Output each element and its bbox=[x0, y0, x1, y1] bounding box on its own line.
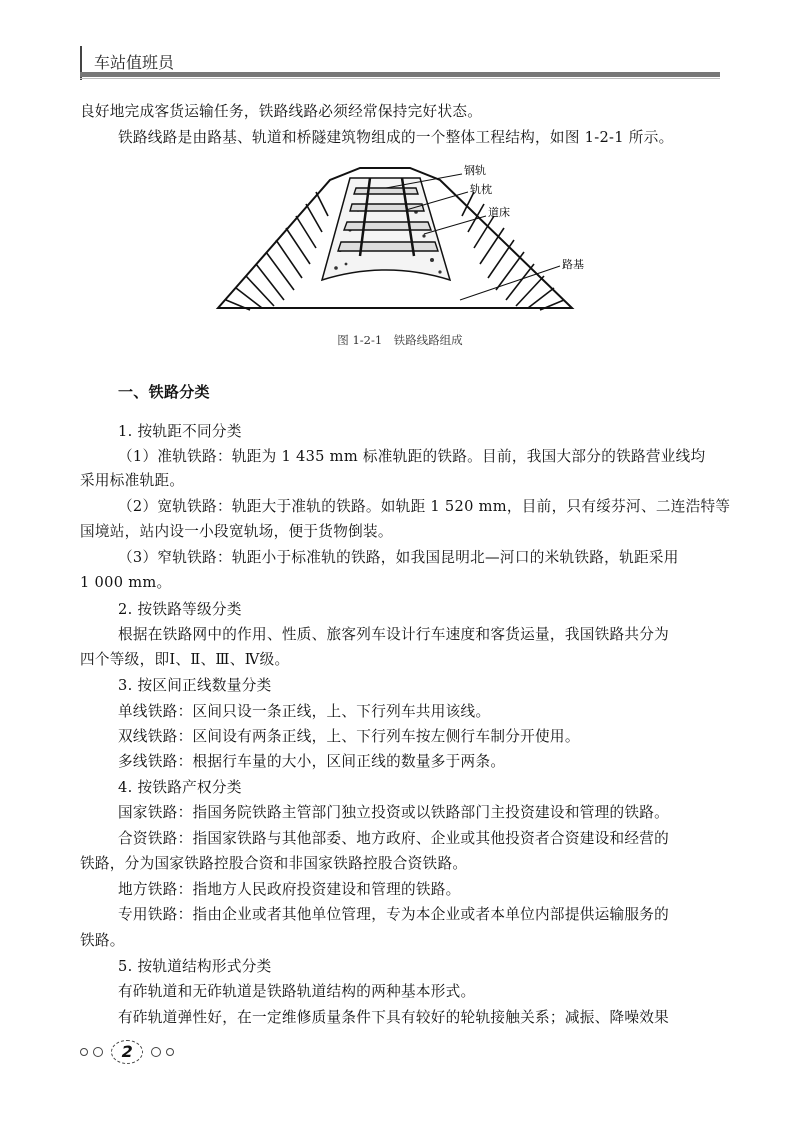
text-line: 铁路。 bbox=[80, 932, 125, 949]
text-line: 四个等级，即Ⅰ、Ⅱ、Ⅲ、Ⅳ级。 bbox=[80, 651, 290, 668]
text-line: 采用标准轨距。 bbox=[80, 472, 185, 489]
footer-dot-icon bbox=[151, 1047, 161, 1057]
text-line: （3）窄轨铁路：轨距小于标准轨的铁路，如我国昆明北—河口的米轨铁路，轨距采用 bbox=[118, 549, 679, 566]
text-line: 国家铁路：指国务院铁路主管部门独立投资或以铁路部门主投资建设和管理的铁路。 bbox=[118, 804, 670, 821]
text-line: 合资铁路：指国家铁路与其他部委、地方政府、企业或其他投资者合资建设和经营的 bbox=[118, 830, 670, 847]
header-rule bbox=[80, 72, 720, 77]
subsection-title: 1. 按轨距不同分类 bbox=[118, 423, 242, 440]
footer-dot-icon bbox=[166, 1048, 174, 1056]
text-line: 有砟轨道弹性好，在一定维修质量条件下具有较好的轮轨接触关系；减振、降噪效果 bbox=[118, 1009, 670, 1026]
subsection-title: 2. 按铁路等级分类 bbox=[118, 601, 242, 618]
text-line: （1）准轨铁路：轨距为 1 435 mm 标准轨距的铁路。目前，我国大部分的铁路营业线均 bbox=[118, 448, 706, 465]
label-sleeper: 轨枕 bbox=[470, 184, 492, 196]
text-line: 铁路，分为国家铁路控股合资和非国家铁路控股合资铁路。 bbox=[80, 855, 468, 872]
label-ballast: 道床 bbox=[488, 207, 510, 219]
text-line: 铁路线路是由路基、轨道和桥隧建筑物组成的一个整体工程结构，如图 1-2-1 所示。 bbox=[118, 129, 674, 146]
text-line: 专用铁路：指由企业或者其他单位管理，专为本企业或者本单位内部提供运输服务的 bbox=[118, 906, 670, 923]
text-line: 地方铁路：指地方人民政府投资建设和管理的铁路。 bbox=[118, 881, 461, 898]
page-number: 2 bbox=[111, 1040, 143, 1064]
text-line: 单线铁路：区间只设一条正线，上、下行列车共用该线。 bbox=[118, 703, 491, 720]
subsection-title: 4. 按铁路产权分类 bbox=[118, 779, 242, 796]
subsection-title: 5. 按轨道结构形式分类 bbox=[118, 958, 272, 975]
text-line: 有砟轨道和无砟轨道是铁路轨道结构的两种基本形式。 bbox=[118, 983, 476, 1000]
text-line: 双线铁路：区间设有两条正线，上、下行列车按左侧行车制分开使用。 bbox=[118, 728, 580, 745]
railway-cross-section-figure bbox=[210, 160, 590, 315]
text-line: 多线铁路：根据行车量的大小，区间正线的数量多于两条。 bbox=[118, 753, 506, 770]
label-subgrade: 路基 bbox=[562, 259, 584, 271]
footer-dot-icon bbox=[80, 1048, 88, 1056]
subsection-title: 3. 按区间正线数量分类 bbox=[118, 677, 272, 694]
label-rail: 钢轨 bbox=[464, 165, 486, 177]
header-rule-thin bbox=[80, 78, 720, 79]
text-line: 1 000 mm。 bbox=[80, 574, 172, 591]
text-line: 良好地完成客货运输任务，铁路线路必须经常保持完好状态。 bbox=[80, 103, 483, 120]
figure-caption: 图 1-2-1 铁路线路组成 bbox=[337, 333, 463, 347]
page-footer bbox=[80, 1040, 200, 1066]
footer-dot-icon bbox=[93, 1047, 103, 1057]
running-header bbox=[80, 42, 720, 82]
text-line: （2）宽轨铁路：轨距大于准轨的铁路。如轨距 1 520 mm，目前，只有绥芬河、二连浩特等 bbox=[118, 498, 731, 515]
text-line: 国境站，站内设一小段宽轨场，便于货物倒装。 bbox=[80, 523, 393, 540]
text-line: 根据在铁路网中的作用、性质、旅客列车设计行车速度和客货运量，我国铁路共分为 bbox=[118, 626, 670, 643]
book-title: 车站值班员 bbox=[94, 53, 175, 72]
section-heading: 一、铁路分类 bbox=[118, 383, 210, 401]
